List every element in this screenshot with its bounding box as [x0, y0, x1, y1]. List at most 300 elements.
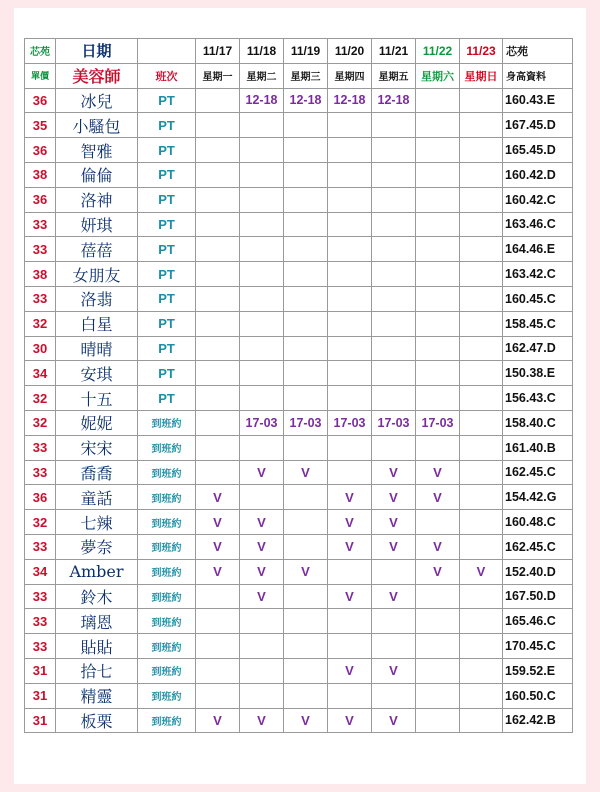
day-cell: [196, 138, 240, 163]
day-cell: V: [196, 559, 240, 584]
day-cell: [284, 212, 328, 237]
day-cell: V: [328, 485, 372, 510]
day-cell: [284, 162, 328, 187]
price-cell: 31: [25, 683, 56, 708]
price-cell: 38: [25, 162, 56, 187]
day-cell: [284, 237, 328, 262]
shift-cell: PT: [138, 113, 196, 138]
day-cell: [196, 410, 240, 435]
table-row: [25, 708, 573, 733]
day-cell: [460, 212, 503, 237]
day-cell: [240, 286, 284, 311]
day-cell: [240, 485, 284, 510]
beautician-name: 小騷包: [56, 113, 138, 138]
day-cell: [196, 113, 240, 138]
header-row-dates: [25, 39, 573, 64]
day-cell: [284, 534, 328, 559]
beautician-name: Amber: [56, 559, 138, 584]
table-row: [25, 683, 573, 708]
table-row: [25, 634, 573, 659]
day-cell: [416, 162, 460, 187]
beautician-name: 洛翡: [56, 286, 138, 311]
table-row: [25, 113, 573, 138]
day-cell: [196, 212, 240, 237]
day-cell: [416, 609, 460, 634]
day-cell: [460, 609, 503, 634]
day-cell: [196, 286, 240, 311]
day-cell: [196, 435, 240, 460]
day-cell: V: [284, 460, 328, 485]
day-cell: [196, 262, 240, 287]
date-header: 11/17: [196, 39, 240, 64]
table-row: [25, 559, 573, 584]
price-label: 單價: [25, 63, 56, 88]
shift-cell: 到班約: [138, 534, 196, 559]
beautician-name: 蓓蓓: [56, 237, 138, 262]
day-cell: [328, 435, 372, 460]
price-cell: 36: [25, 485, 56, 510]
day-cell: V: [328, 658, 372, 683]
schedule-table: [24, 38, 573, 733]
beautician-label: 美容師: [56, 63, 138, 88]
beautician-name: 七辣: [56, 510, 138, 535]
table-row: [25, 609, 573, 634]
day-cell: [460, 88, 503, 113]
day-cell: [196, 584, 240, 609]
shift-cell: PT: [138, 237, 196, 262]
spec-cell: 150.38.E: [503, 361, 573, 386]
shift-cell: PT: [138, 162, 196, 187]
day-cell: V: [328, 584, 372, 609]
day-cell: [284, 435, 328, 460]
day-cell: [416, 435, 460, 460]
price-cell: 36: [25, 88, 56, 113]
day-cell: [372, 162, 416, 187]
beautician-name: 妮妮: [56, 410, 138, 435]
day-cell: [196, 162, 240, 187]
spec-cell: 162.42.B: [503, 708, 573, 733]
day-cell: [284, 485, 328, 510]
day-cell: 17-03: [328, 410, 372, 435]
day-cell: 12-18: [328, 88, 372, 113]
day-cell: [328, 609, 372, 634]
day-cell: [372, 634, 416, 659]
day-cell: [416, 634, 460, 659]
day-cell: [196, 237, 240, 262]
shift-cell: 到班約: [138, 485, 196, 510]
day-cell: [196, 609, 240, 634]
day-cell: [284, 658, 328, 683]
day-cell: V: [372, 708, 416, 733]
day-cell: [460, 658, 503, 683]
beautician-name: 冰兒: [56, 88, 138, 113]
spec-cell: 163.42.C: [503, 262, 573, 287]
spec-cell: 158.45.C: [503, 311, 573, 336]
shift-cell: PT: [138, 212, 196, 237]
price-cell: 33: [25, 237, 56, 262]
day-cell: [460, 435, 503, 460]
day-cell: [328, 212, 372, 237]
shift-cell: 到班約: [138, 559, 196, 584]
day-cell: [372, 187, 416, 212]
day-cell: [460, 138, 503, 163]
day-cell: [416, 361, 460, 386]
day-cell: [196, 361, 240, 386]
day-cell: [196, 634, 240, 659]
day-cell: [372, 262, 416, 287]
shift-cell: PT: [138, 187, 196, 212]
day-cell: [240, 162, 284, 187]
table-row: [25, 336, 573, 361]
price-cell: 36: [25, 187, 56, 212]
table-row: [25, 286, 573, 311]
price-cell: 32: [25, 386, 56, 411]
spec-cell: 160.42.D: [503, 162, 573, 187]
day-cell: V: [196, 708, 240, 733]
spec-cell: 159.52.E: [503, 658, 573, 683]
day-cell: V: [460, 559, 503, 584]
shift-label: 班次: [138, 63, 196, 88]
price-cell: 34: [25, 559, 56, 584]
day-cell: [328, 361, 372, 386]
price-cell: 36: [25, 138, 56, 163]
table-row: [25, 311, 573, 336]
weekday-header-saturday: 星期六: [416, 63, 460, 88]
day-cell: V: [372, 460, 416, 485]
day-cell: [196, 88, 240, 113]
day-cell: [416, 708, 460, 733]
day-cell: [328, 683, 372, 708]
day-cell: [460, 460, 503, 485]
price-cell: 30: [25, 336, 56, 361]
price-cell: 38: [25, 262, 56, 287]
weekday-header: 星期二: [240, 63, 284, 88]
day-cell: [328, 559, 372, 584]
spec-cell: 163.46.C: [503, 212, 573, 237]
table-row: [25, 435, 573, 460]
spec-cell: 158.40.C: [503, 410, 573, 435]
day-cell: [328, 336, 372, 361]
brand-label-right: 芯苑: [503, 39, 573, 64]
day-cell: V: [240, 510, 284, 535]
day-cell: [460, 311, 503, 336]
day-cell: 12-18: [372, 88, 416, 113]
date-header-saturday: 11/22: [416, 39, 460, 64]
day-cell: [240, 237, 284, 262]
table-row: [25, 138, 573, 163]
schedule-sheet: [14, 8, 586, 784]
date-header: 11/20: [328, 39, 372, 64]
beautician-name: 安琪: [56, 361, 138, 386]
price-cell: 33: [25, 212, 56, 237]
price-cell: 34: [25, 361, 56, 386]
day-cell: V: [196, 534, 240, 559]
table-row: [25, 510, 573, 535]
price-cell: 33: [25, 534, 56, 559]
table-row: [25, 162, 573, 187]
schedule-body: [25, 88, 573, 733]
day-cell: V: [284, 559, 328, 584]
day-cell: V: [196, 510, 240, 535]
spec-cell: 162.45.C: [503, 534, 573, 559]
day-cell: V: [416, 485, 460, 510]
table-row: [25, 485, 573, 510]
shift-cell: 到班約: [138, 510, 196, 535]
day-cell: [240, 336, 284, 361]
day-cell: [328, 634, 372, 659]
day-cell: [460, 361, 503, 386]
spec-cell: 162.45.C: [503, 460, 573, 485]
weekday-header-sunday: 星期日: [460, 63, 503, 88]
day-cell: [416, 212, 460, 237]
day-cell: [240, 113, 284, 138]
day-cell: [460, 262, 503, 287]
day-cell: V: [328, 534, 372, 559]
day-cell: [372, 386, 416, 411]
day-cell: [240, 386, 284, 411]
day-cell: [416, 584, 460, 609]
day-cell: V: [196, 485, 240, 510]
spec-cell: 170.45.C: [503, 634, 573, 659]
shift-cell: 到班約: [138, 584, 196, 609]
day-cell: [460, 187, 503, 212]
spec-cell: 167.45.D: [503, 113, 573, 138]
spec-cell: 164.46.E: [503, 237, 573, 262]
table-row: [25, 386, 573, 411]
shift-cell: PT: [138, 336, 196, 361]
day-cell: V: [328, 708, 372, 733]
shift-cell: PT: [138, 88, 196, 113]
day-cell: [372, 212, 416, 237]
day-cell: [372, 559, 416, 584]
price-cell: 33: [25, 584, 56, 609]
day-cell: [240, 361, 284, 386]
day-cell: [328, 386, 372, 411]
price-cell: 32: [25, 410, 56, 435]
spec-cell: 160.42.C: [503, 187, 573, 212]
spec-cell: 165.45.D: [503, 138, 573, 163]
date-title: 日期: [56, 39, 138, 64]
day-cell: [284, 609, 328, 634]
beautician-name: 璃恩: [56, 609, 138, 634]
day-cell: V: [240, 559, 284, 584]
shift-cell: PT: [138, 361, 196, 386]
shift-cell: 到班約: [138, 460, 196, 485]
day-cell: [196, 460, 240, 485]
price-cell: 32: [25, 311, 56, 336]
day-cell: [460, 485, 503, 510]
day-cell: [196, 311, 240, 336]
day-cell: [284, 510, 328, 535]
shift-cell: 到班約: [138, 708, 196, 733]
spec-label: 身高資料: [503, 63, 573, 88]
day-cell: [284, 262, 328, 287]
day-cell: [284, 634, 328, 659]
beautician-name: 十五: [56, 386, 138, 411]
day-cell: [284, 286, 328, 311]
day-cell: V: [372, 510, 416, 535]
day-cell: V: [240, 584, 284, 609]
beautician-name: 宋宋: [56, 435, 138, 460]
day-cell: [328, 286, 372, 311]
shift-cell: PT: [138, 138, 196, 163]
price-cell: 33: [25, 435, 56, 460]
day-cell: V: [284, 708, 328, 733]
day-cell: [416, 658, 460, 683]
beautician-name: 洛神: [56, 187, 138, 212]
day-cell: [372, 609, 416, 634]
table-row: [25, 237, 573, 262]
day-cell: V: [416, 559, 460, 584]
day-cell: [416, 386, 460, 411]
day-cell: V: [372, 584, 416, 609]
day-cell: [328, 162, 372, 187]
weekday-header: 星期四: [328, 63, 372, 88]
shift-cell: 到班約: [138, 683, 196, 708]
day-cell: [460, 336, 503, 361]
price-cell: 31: [25, 658, 56, 683]
spec-cell: 152.40.D: [503, 559, 573, 584]
day-cell: 17-03: [416, 410, 460, 435]
day-cell: [284, 361, 328, 386]
header-row-weekdays: [25, 63, 573, 88]
price-cell: 33: [25, 460, 56, 485]
day-cell: [460, 113, 503, 138]
day-cell: V: [240, 708, 284, 733]
day-cell: V: [328, 510, 372, 535]
shift-cell: PT: [138, 311, 196, 336]
day-cell: [240, 138, 284, 163]
day-cell: [284, 683, 328, 708]
day-cell: [416, 336, 460, 361]
beautician-name: 板栗: [56, 708, 138, 733]
table-row: [25, 88, 573, 113]
weekday-header: 星期五: [372, 63, 416, 88]
beautician-name: 女朋友: [56, 262, 138, 287]
day-cell: [240, 187, 284, 212]
day-cell: 17-03: [240, 410, 284, 435]
day-cell: [460, 584, 503, 609]
price-cell: 31: [25, 708, 56, 733]
table-row: [25, 212, 573, 237]
shift-cell: PT: [138, 286, 196, 311]
price-cell: 33: [25, 609, 56, 634]
table-row: [25, 460, 573, 485]
day-cell: [240, 435, 284, 460]
day-cell: [460, 534, 503, 559]
day-cell: [460, 162, 503, 187]
beautician-name: 倫倫: [56, 162, 138, 187]
spec-cell: 160.48.C: [503, 510, 573, 535]
day-cell: [196, 683, 240, 708]
day-cell: [328, 138, 372, 163]
day-cell: [372, 311, 416, 336]
day-cell: [240, 212, 284, 237]
date-header: 11/19: [284, 39, 328, 64]
day-cell: [328, 262, 372, 287]
table-row: [25, 658, 573, 683]
brand-label: 芯苑: [25, 39, 56, 64]
shift-cell: PT: [138, 386, 196, 411]
day-cell: [416, 286, 460, 311]
day-cell: [372, 683, 416, 708]
day-cell: [372, 138, 416, 163]
day-cell: [196, 336, 240, 361]
day-cell: [284, 386, 328, 411]
day-cell: [196, 187, 240, 212]
weekday-header: 星期三: [284, 63, 328, 88]
beautician-name: 童話: [56, 485, 138, 510]
day-cell: V: [372, 485, 416, 510]
day-cell: 17-03: [284, 410, 328, 435]
shift-cell: 到班約: [138, 609, 196, 634]
day-cell: [372, 113, 416, 138]
beautician-name: 鈴木: [56, 584, 138, 609]
day-cell: [416, 510, 460, 535]
shift-cell: 到班約: [138, 435, 196, 460]
day-cell: [416, 683, 460, 708]
day-cell: [240, 262, 284, 287]
day-cell: [460, 286, 503, 311]
shift-cell: PT: [138, 262, 196, 287]
day-cell: [460, 708, 503, 733]
weekday-header: 星期一: [196, 63, 240, 88]
spec-cell: 161.40.B: [503, 435, 573, 460]
beautician-name: 夢奈: [56, 534, 138, 559]
date-header: 11/21: [372, 39, 416, 64]
day-cell: [240, 658, 284, 683]
price-cell: 33: [25, 286, 56, 311]
day-cell: V: [416, 534, 460, 559]
beautician-name: 喬喬: [56, 460, 138, 485]
spec-cell: 156.43.C: [503, 386, 573, 411]
day-cell: [416, 88, 460, 113]
day-cell: [416, 262, 460, 287]
spec-cell: 154.42.G: [503, 485, 573, 510]
day-cell: [284, 187, 328, 212]
day-cell: [284, 584, 328, 609]
day-cell: [460, 237, 503, 262]
day-cell: V: [416, 460, 460, 485]
beautician-name: 白星: [56, 311, 138, 336]
day-cell: [284, 311, 328, 336]
day-cell: [372, 237, 416, 262]
day-cell: [460, 634, 503, 659]
spec-cell: 160.45.C: [503, 286, 573, 311]
day-cell: [328, 113, 372, 138]
day-cell: [240, 683, 284, 708]
spec-cell: 167.50.D: [503, 584, 573, 609]
price-cell: 32: [25, 510, 56, 535]
spec-cell: 162.47.D: [503, 336, 573, 361]
day-cell: [284, 138, 328, 163]
day-cell: [240, 311, 284, 336]
day-cell: 17-03: [372, 410, 416, 435]
spec-cell: 160.50.C: [503, 683, 573, 708]
beautician-name: 晴晴: [56, 336, 138, 361]
day-cell: [416, 113, 460, 138]
table-row: [25, 584, 573, 609]
header-blank: [138, 39, 196, 64]
day-cell: [372, 435, 416, 460]
shift-cell: 到班約: [138, 410, 196, 435]
beautician-name: 拾七: [56, 658, 138, 683]
day-cell: [240, 634, 284, 659]
day-cell: [372, 336, 416, 361]
day-cell: 12-18: [284, 88, 328, 113]
price-cell: 35: [25, 113, 56, 138]
day-cell: [416, 237, 460, 262]
